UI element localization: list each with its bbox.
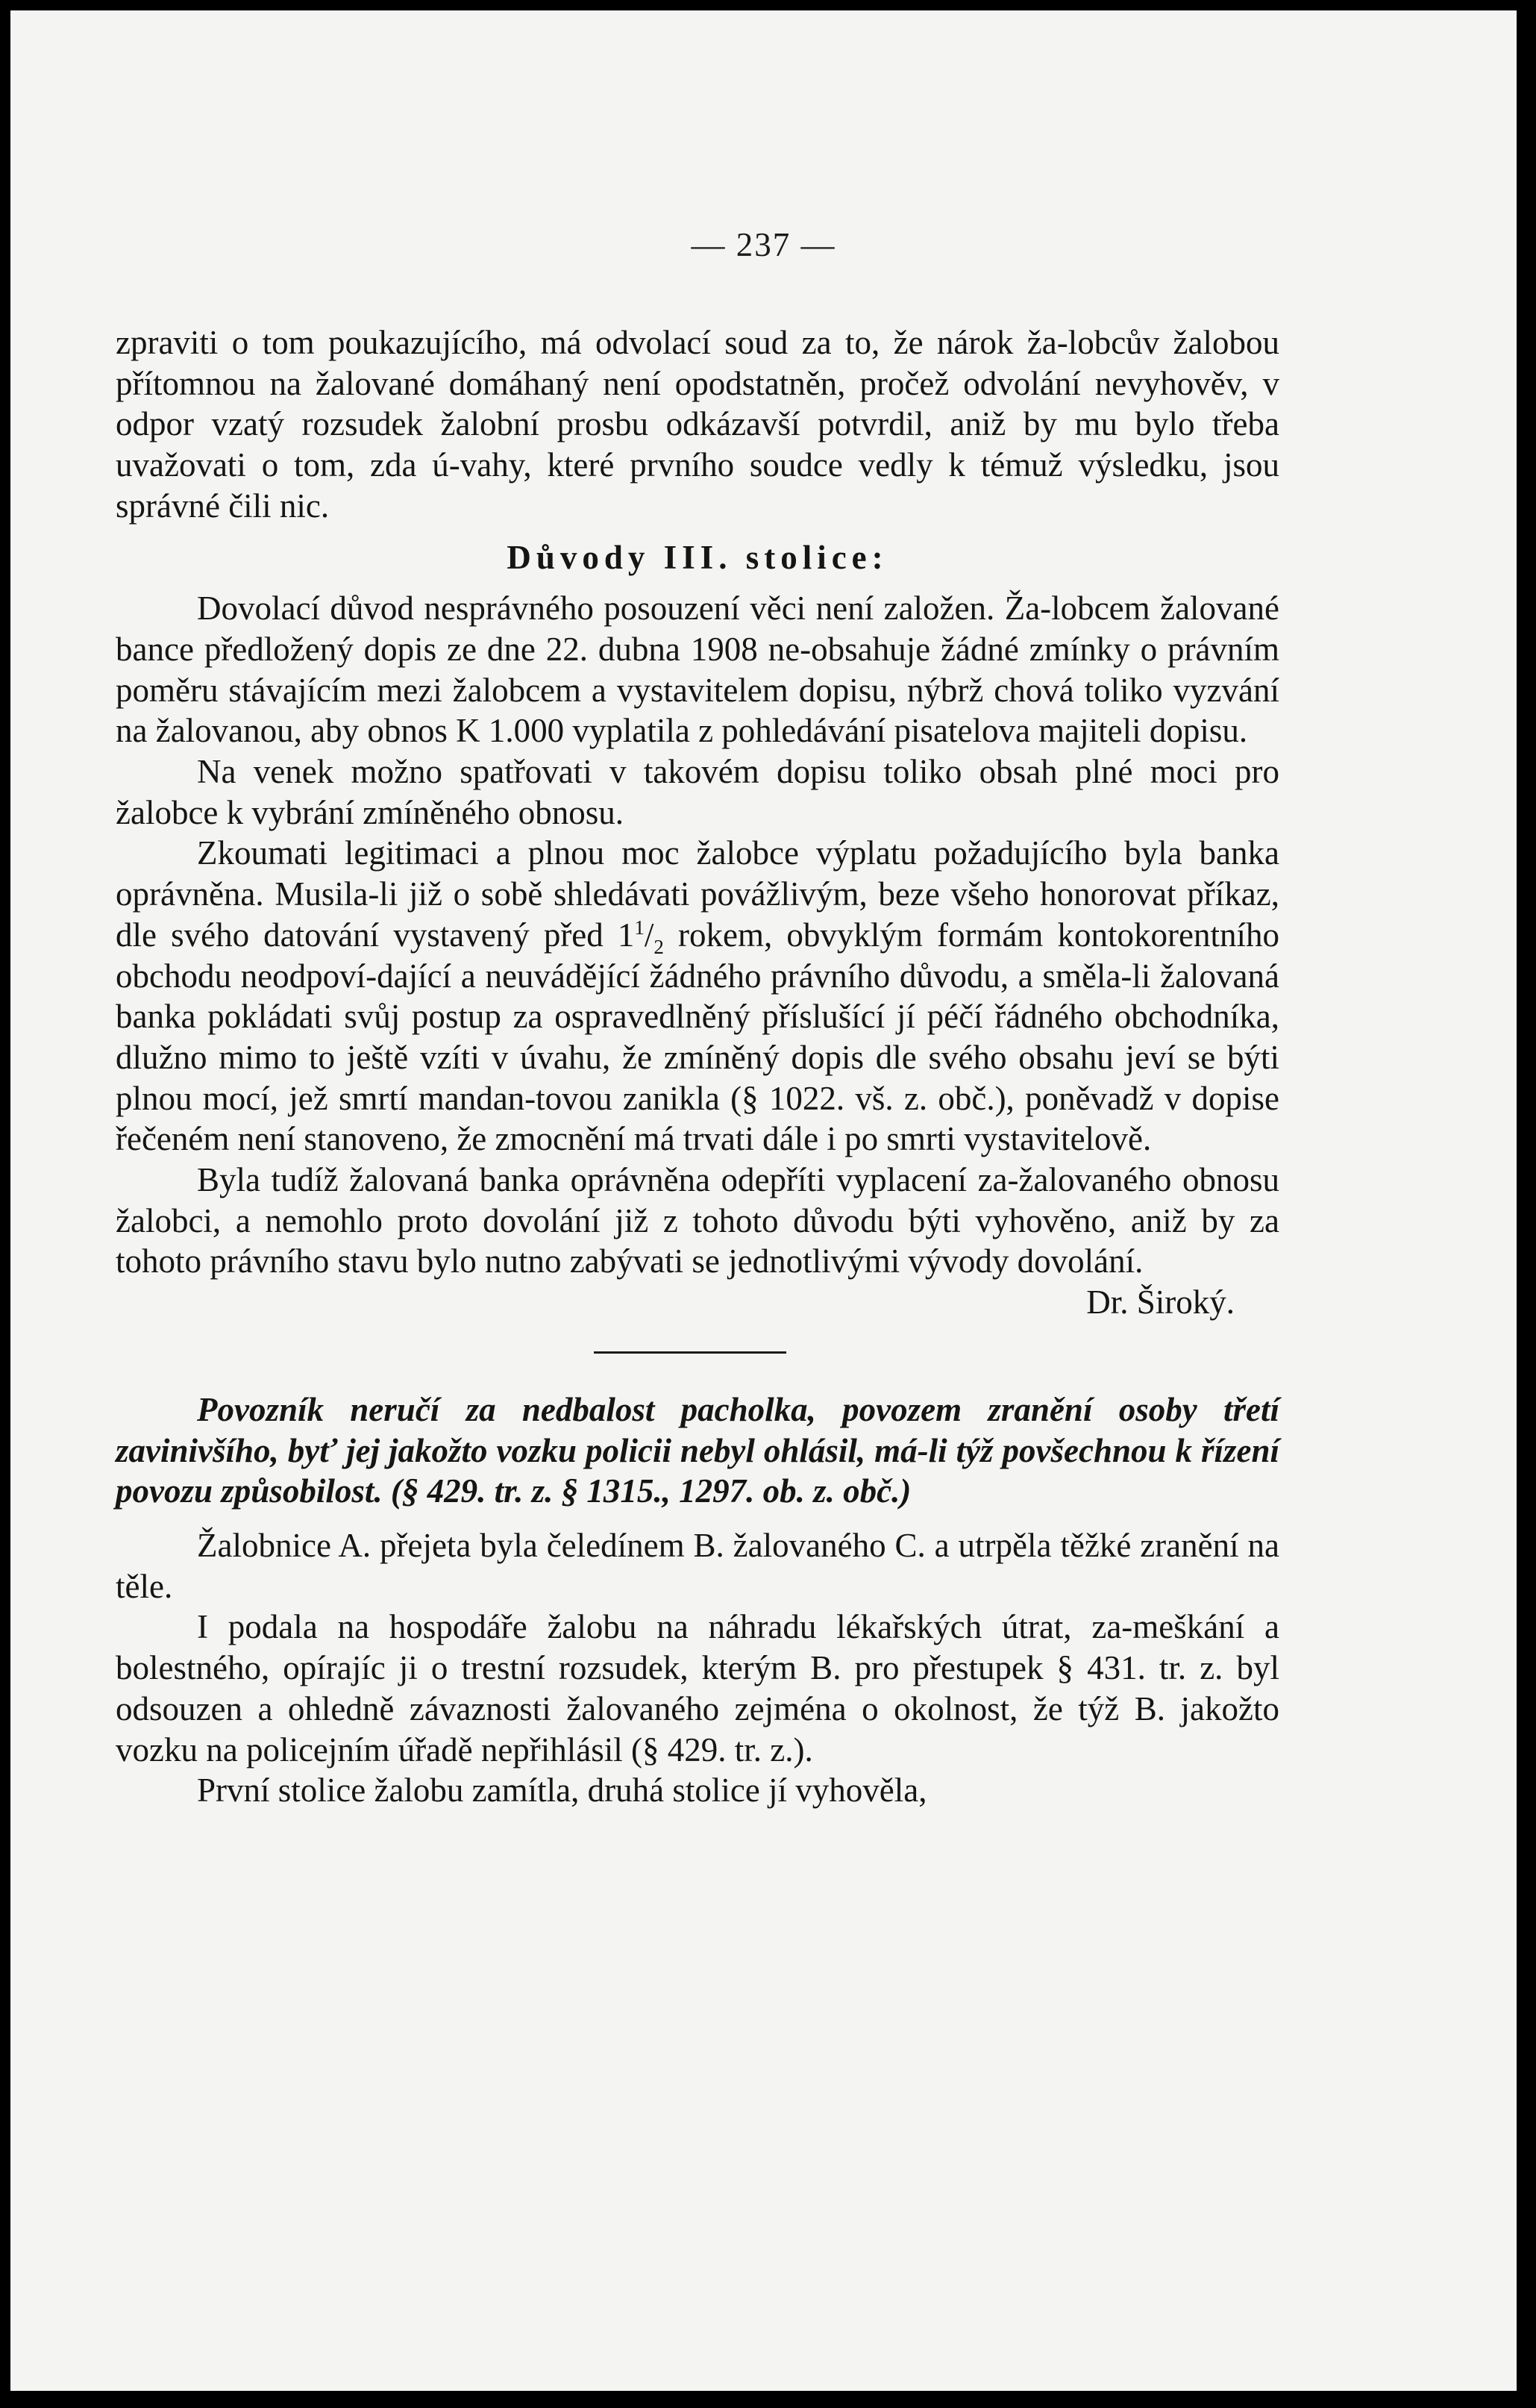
- page-body: [116, 322, 1279, 1811]
- paragraph-7: I podala na hospodáře žalobu na náhradu lékařských útrat, za-meškání a bolestného, opírajíc ji o trestní rozsudek, kterým B. pro přestupek § 431. tr. z. byl odsouzen a ohledně závaznosti žalovaného zejména o okolnost, že týž B. jakožto vozku na policejním úřadě nepřihlásil (§ 429. tr. z.).: [116, 1608, 1279, 1769]
- fraction-separator: /: [644, 916, 654, 954]
- paragraph-5: Byla tudíž žalovaná banka oprávněna odepříti vyplacení za-žalovaného obnosu žalobci, a nemohlo proto dovolání již z tohoto důvodu býti vyhověno, aniž by za tohoto právního stavu bylo nutno zabývati se jednotlivými vývody dovolání.: [116, 1161, 1279, 1280]
- paragraph-1: zpraviti o tom poukazujícího, má odvolací soud za to, že nárok ža-lobcův žalobou přítomnou na žalované domáhaný není opodstatněn, pročež odvolání nevyhověv, v odpor vzatý rozsudek žalobní prosbu odkázavší potvrdil, aniž by mu bylo třeba uvažovati o tom, zda ú-vahy, které prvního soudce vedly k témuž výsledku, jsou správné čili nic.: [116, 324, 1279, 525]
- paragraph-3: Na venek možno spatřovati v takovém dopisu toliko obsah plné moci pro žalobce k vybrání zmíněného obnosu.: [116, 753, 1279, 831]
- paragraph-6: Žalobnice A. přejeta byla čeledínem B. žalovaného C. a utrpěla těžké zranění na těle.: [116, 1526, 1279, 1605]
- paragraph-4-text-a: Zkoumati legitimaci a plnou moc žalobce výplatu požadujícího byla banka oprávněna. Musila-li již o sobě shledávati povážlivým, beze všeho honorovat příkaz, dle svého datování vystavený před 1: [116, 834, 1279, 954]
- page-number: — 237 —: [691, 226, 836, 263]
- paragraph-4-text-b: rokem, obvyklým formám kontokorentního obchodu neodpoví-dající a neuvádějící žádného právního důvodu, a směla-li žalovaná banka pokládati svůj postup za ospravedlněný příslušící jí péčí řádného obchodníka, dlužno mimo to ještě vzíti v úvahu, že zmíněný dopis dle svého obsahu jeví se býti plnou mocí, jež smrtí mandan-tovou zanikla (§ 1022. vš. z. obč.), poněvadž v dopise řečeném není stanoveno, že zmocnění má trvati dále i po smrti vystavitelově.: [116, 916, 1279, 1158]
- fraction-denominator: 2: [653, 935, 664, 958]
- fraction-numerator: 1: [634, 916, 645, 939]
- paragraph-8: První stolice žalobu zamítla, druhá stolice jí vyhověla,: [197, 1771, 927, 1810]
- signature: Dr. Široký.: [1086, 1283, 1235, 1322]
- section-divider: [594, 1351, 786, 1354]
- scanned-page: [10, 10, 1517, 2391]
- paragraph-2: Dovolací důvod nesprávného posouzení věci není založen. Ža-lobcem žalované bance předložený dopis ze dne 22. dubna 1908 ne-obsahuje žádné zmínky o právním poměru stávajícím mezi žalobcem a vystavitelem dopisu, nýbrž chová toliko vyzvání na žalovanou, aby obnos K 1.000 vyplatila z pohledávání pisatelova majiteli dopisu.: [116, 590, 1279, 750]
- section-heading: Důvody III. stolice:: [507, 538, 888, 576]
- paragraph-4: [116, 833, 1279, 1160]
- case-headnote: Povozník neručí za nedbalost pacholka, povozem zranění osoby třetí zavinivšího, byť jej jakožto vozku policii nebyl ohlásil, má-li týž povšechnou k řízení povozu způsobilost. (§ 429. tr. z. § 1315., 1297. ob. z. obč.): [116, 1390, 1279, 1510]
